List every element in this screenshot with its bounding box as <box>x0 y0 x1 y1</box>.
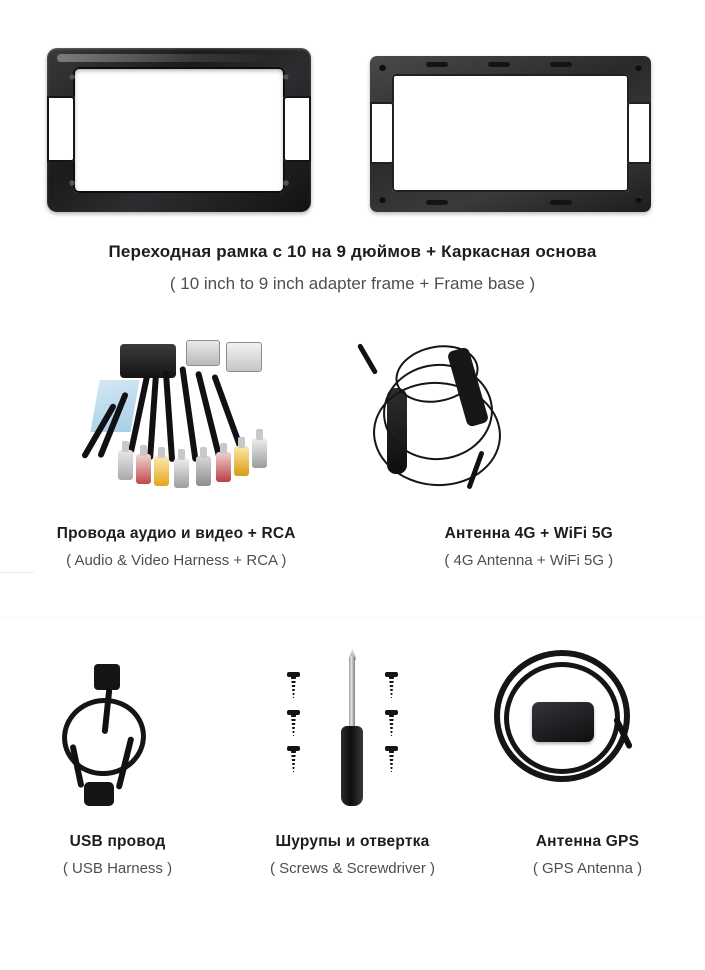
harness-antenna-grid <box>0 330 705 569</box>
frame-base-matte <box>370 56 651 212</box>
gps-receiver-puck <box>532 702 594 742</box>
harness-caption-en: ( Audio & Video Harness + RCA ) <box>66 552 287 569</box>
section-harness-antenna <box>0 330 705 600</box>
frame-base-slot <box>550 200 572 205</box>
screwdriver-shaft <box>349 656 355 730</box>
rca-connector-white <box>174 458 189 488</box>
frame-notch-left <box>47 96 75 162</box>
usb-harness-artwork <box>0 640 235 825</box>
cell-audio-video-harness <box>0 330 353 569</box>
rca-connector-white <box>252 438 267 468</box>
screw <box>387 746 396 772</box>
screw <box>289 746 298 772</box>
cell-4g-wifi-antenna <box>353 330 705 569</box>
gps-antenna-artwork <box>470 640 705 825</box>
frame-base-hole <box>635 64 642 71</box>
usb-cable-loop <box>57 693 151 782</box>
decor-hairline <box>0 617 705 618</box>
antenna-caption-en: ( 4G Antenna + WiFi 5G ) <box>444 552 614 569</box>
frame-screw-hole <box>69 180 75 186</box>
screw <box>387 710 396 736</box>
gps-caption-ru: Антенна GPS <box>535 833 640 850</box>
frame-base-slot <box>488 62 510 67</box>
accessories-grid <box>0 640 705 877</box>
decor-hairline <box>0 572 34 573</box>
screws-screwdriver-artwork <box>235 640 470 825</box>
frames-caption-en: ( 10 inch to 9 inch adapter frame + Frame base ) <box>169 274 536 293</box>
screwdriver-handle <box>341 726 363 806</box>
section-frames <box>0 18 705 318</box>
section-accessories <box>0 640 705 940</box>
cell-gps-antenna <box>470 640 705 877</box>
antenna-connector-lead <box>356 343 377 375</box>
frame-base-hole <box>379 196 386 203</box>
harness-connector-white-small <box>186 340 220 366</box>
screw <box>387 672 396 698</box>
rca-connector-red <box>216 452 231 482</box>
usb-plug-a <box>94 664 120 690</box>
harness-wire <box>179 366 198 462</box>
frame-base-hole <box>379 64 386 71</box>
rca-connector-yellow <box>234 446 249 476</box>
screws-caption-en: ( Screws & Screwdriver ) <box>269 860 435 877</box>
adapter-frame-glossy <box>47 48 311 212</box>
frame-screw-hole <box>283 74 289 80</box>
harness-connector-white-large <box>226 342 262 372</box>
cell-screws-screwdriver <box>235 640 470 877</box>
frame-screw-hole <box>69 74 75 80</box>
rca-connector-grey <box>196 456 211 486</box>
antenna-4g-wifi-artwork <box>353 330 705 515</box>
frame-base-slot <box>426 200 448 205</box>
frame-highlight <box>57 54 271 62</box>
frame-base-tab-right <box>627 102 651 164</box>
rca-connector-yellow <box>154 456 169 486</box>
frame-base-hole <box>635 196 642 203</box>
usb-caption-ru: USB провод <box>69 833 166 850</box>
usb-plug-female <box>84 782 114 806</box>
frame-base-slot <box>550 62 572 67</box>
gps-caption-en: ( GPS Antenna ) <box>532 860 643 877</box>
rca-connector-red <box>136 454 151 484</box>
rca-connector-white <box>118 450 133 480</box>
usb-caption-en: ( USB Harness ) <box>62 860 173 877</box>
screw <box>289 710 298 736</box>
frame-base-tab-left <box>370 102 394 164</box>
frame-screw-hole <box>283 180 289 186</box>
audio-video-harness-artwork <box>0 330 353 515</box>
screw <box>289 672 298 698</box>
antenna-caption-ru: Антенна 4G + WiFi 5G <box>444 525 613 542</box>
harness-caption-ru: Провода аудио и видео + RCA <box>56 525 296 542</box>
frames-caption-ru: Переходная рамка с 10 на 9 дюймов + Каркасная основа <box>108 242 597 261</box>
cell-usb-harness <box>0 640 235 877</box>
frames-artwork <box>0 32 705 212</box>
screws-caption-ru: Шурупы и отвертка <box>275 833 430 850</box>
frame-notch-right <box>283 96 311 162</box>
frame-base-slot <box>426 62 448 67</box>
